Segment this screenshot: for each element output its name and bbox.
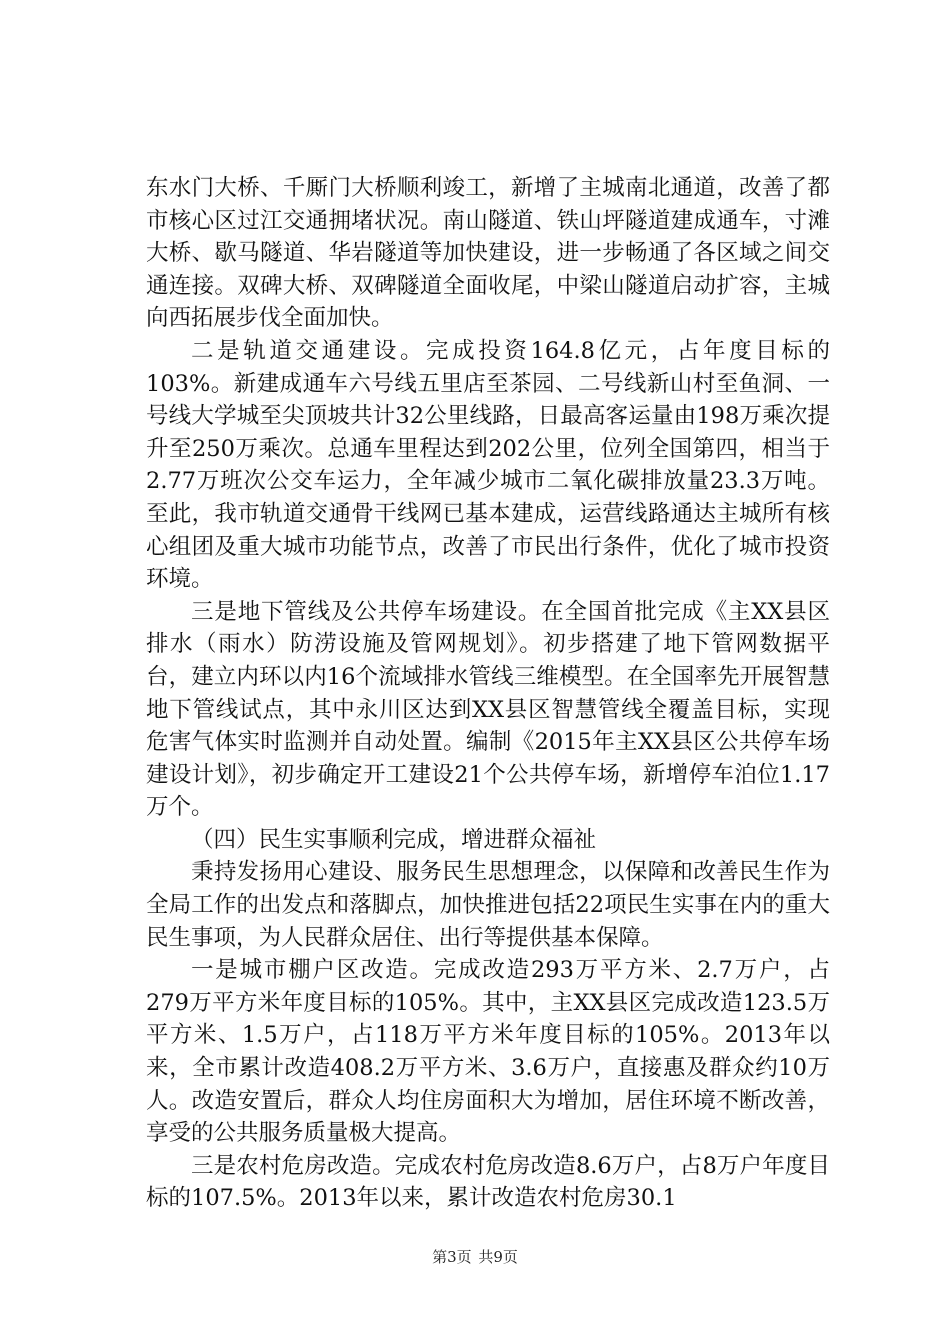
section-heading-livelihood: （四）民生实事顺利完成，增进群众福祉 [191, 826, 597, 853]
paragraph-rail-transit: 二是轨道交通建设。完成投资164.8亿元，占年度目标的103%。新建成通车六号线五里店至茶园、二号线新山村至鱼洞、一号线大学城至尖顶坡共计32公里线路，日最高客运量由198万乘次提升至250万乘次。总通车里程达到202公里，位列全国第四，相当于2.77万班次公交车运力，全年减少城市二氧化碳排放量23.3万吨。至此，我市轨道交通骨干线网已基本建成，运营线路通达主城所有核心组团及重大城市功能节点，改善了市民出行条件，优化了城市投资环境。 [146, 337, 830, 593]
paragraph-rural-housing: 三是农村危房改造。完成农村危房改造8.6万户，占8万户年度目标的107.5%。2013年以来，累计改造农村危房30.1 [146, 1152, 830, 1212]
paragraph-bridges-tunnels: 东水门大桥、千厮门大桥顺利竣工，新增了主城南北通道，改善了都市核心区过江交通拥堵状况。南山隧道、铁山坪隧道建成通车，寸滩大桥、歇马隧道、华岩隧道等加快建设，进一步畅通了各区域之间交通连接。双碑大桥、双碑隧道全面收尾，中梁山隧道启动扩容，主城向西拓展步伐全面加快。 [146, 175, 830, 332]
paragraph-livelihood-intro: 秉持发扬用心建设、服务民生思想理念，以保障和改善民生作为全局工作的出发点和落脚点，加快推进包括22项民生实事在内的重大民生事项，为人民群众居住、出行等提供基本保障。 [146, 859, 830, 951]
paragraph-underground-pipelines: 三是地下管线及公共停车场建设。在全国首批完成《主XX县区排水（雨水）防涝设施及管网规划》。初步搭建了地下管网数据平台，建立内环以内16个流域排水管线三维模型。在全国率先开展智慧地下管线试点，其中永川区达到XX县区智慧管线全覆盖目标，实现危害气体实时监测并自动处置。编制《2015年主XX县区公共停车场建设计划》，初步确定开工建设21个公共停车场，新增停车泊位1.17万个。 [146, 598, 830, 821]
paragraph-shantytown-renovation: 一是城市棚户区改造。完成改造293万平方米、2.7万户，占279万平方米年度目标的105%。其中，主XX县区完成改造123.5万平方米、1.5万户，占118万平方米年度目标的105%。2013年以来，全市累计改造408.2万平方米、3.6万户，直接惠及群众约10万人。改造安置后，群众人均住房面积大为增加，居住环境不断改善，享受的公共服务质量极大提高。 [146, 957, 830, 1147]
document-body [146, 172, 830, 1215]
page-number-footer: 第3页 共9页 [432, 1248, 518, 1266]
